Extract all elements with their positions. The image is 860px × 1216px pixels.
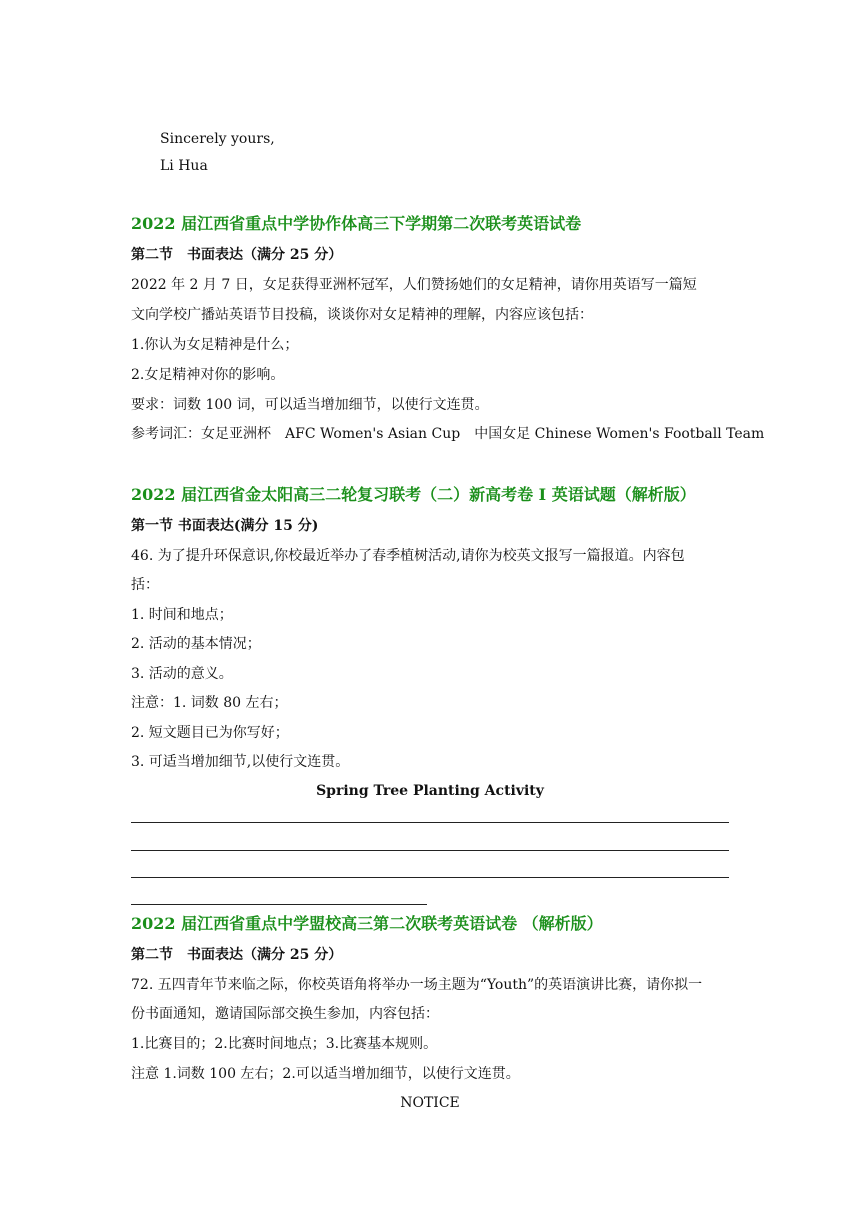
- section-1-paragraph-3: 1.你认为女足精神是什么；: [131, 337, 299, 353]
- section-3-title: 2022 届江西省重点中学盟校高三第二次联考英语试卷 （解析版）: [131, 914, 603, 933]
- answer-line: [131, 850, 729, 851]
- section-2-paragraph-4: 2. 活动的基本情况；: [131, 636, 261, 652]
- closing-line-1: Sincerely yours,: [160, 131, 275, 147]
- section-1-paragraph-5: 要求：词数 100 词，可以适当增加细节，以使行文连贯。: [131, 397, 489, 413]
- section-2-paragraph-8: 3. 可适当增加细节,以使行文连贯。: [131, 754, 350, 770]
- section-3-subtitle: 第二节 书面表达（满分 25 分）: [131, 947, 343, 963]
- section-3-paragraph-3: 1.比赛目的；2.比赛时间地点；3.比赛基本规则。: [131, 1036, 438, 1052]
- answer-line: [131, 904, 427, 905]
- section-2-essay-heading: Spring Tree Planting Activity: [316, 783, 544, 799]
- section-2-paragraph-7: 2. 短文题目已为你写好；: [131, 725, 289, 741]
- section-2-title: 2022 届江西省金太阳高三二轮复习联考（二）新高考卷 I 英语试题（解析版）: [131, 485, 696, 504]
- section-2-paragraph-1: 46. 为了提升环保意识,你校最近举办了春季植树活动,请你为校英文报写一篇报道。内容包: [131, 548, 685, 564]
- section-2-paragraph-5: 3. 活动的意义。: [131, 666, 233, 682]
- closing-line-2: Li Hua: [160, 158, 208, 174]
- section-1-paragraph-1: 2022 年 2 月 7 日，女足获得亚洲杯冠军，人们赞扬她们的女足精神，请你用英语写一篇短: [131, 277, 697, 293]
- section-1-title: 2022 届江西省重点中学协作体高三下学期第二次联考英语试卷: [131, 214, 582, 233]
- section-2-paragraph-6: 注意：1. 词数 80 左右；: [131, 695, 288, 711]
- section-3-paragraph-1: 72. 五四青年节来临之际，你校英语角将举办一场主题为“Youth”的英语演讲比赛，请你拟一: [131, 977, 703, 993]
- section-1-paragraph-4: 2.女足精神对你的影响。: [131, 367, 285, 383]
- section-3-essay-heading: NOTICE: [400, 1095, 460, 1111]
- section-1-paragraph-2: 文向学校广播站英语节目投稿，谈谈你对女足精神的理解，内容应该包括：: [131, 307, 593, 323]
- section-3-paragraph-4: 注意 1.词数 100 左右；2.可以适当增加细节，以使行文连贯。: [131, 1066, 520, 1082]
- section-2-subtitle: 第一节 书面表达(满分 15 分): [131, 518, 319, 534]
- section-1-subtitle: 第二节 书面表达（满分 25 分）: [131, 247, 343, 263]
- section-2-paragraph-2: 括：: [131, 577, 159, 593]
- section-1-paragraph-6: 参考词汇：女足亚洲杯 AFC Women's Asian Cup 中国女足 Chinese Women's Football Team: [131, 426, 765, 442]
- section-3-paragraph-2: 份书面通知，邀请国际部交换生参加，内容包括：: [131, 1006, 439, 1022]
- section-2-paragraph-3: 1. 时间和地点；: [131, 607, 233, 623]
- answer-line: [131, 877, 729, 878]
- answer-line: [131, 822, 729, 823]
